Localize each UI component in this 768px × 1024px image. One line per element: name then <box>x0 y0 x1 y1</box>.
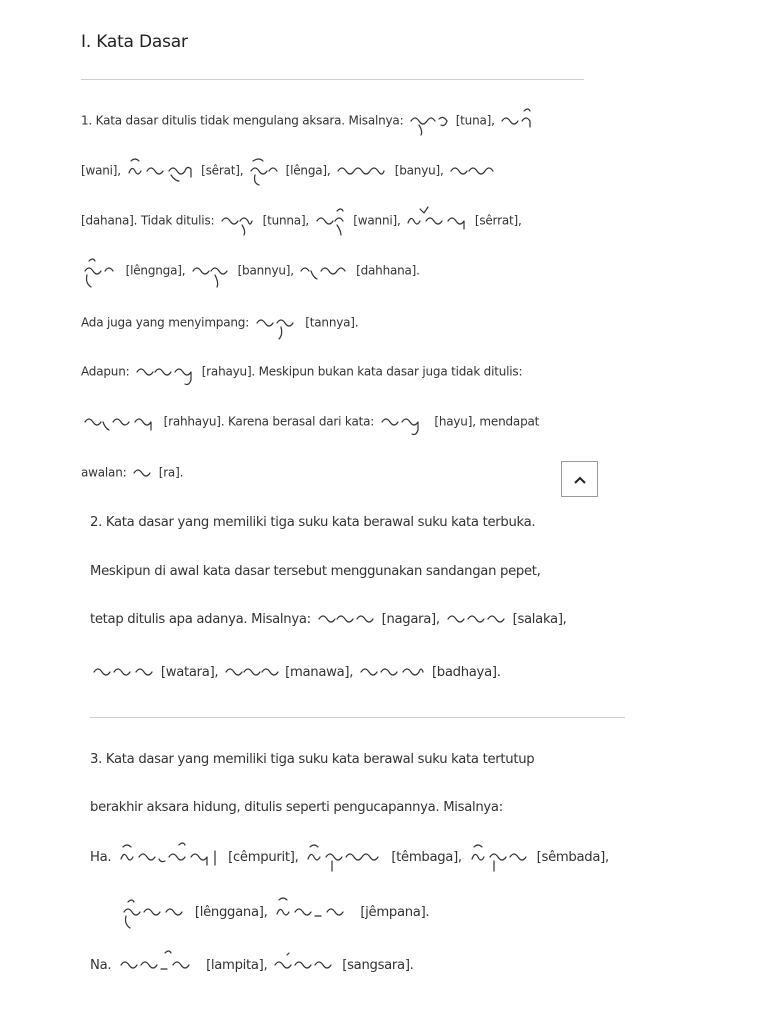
javanese-glyph <box>83 263 119 279</box>
javanese-glyph <box>273 904 353 920</box>
javanese-glyph <box>255 315 299 331</box>
text: [sêmbada], <box>536 850 609 865</box>
javanese-glyph <box>380 414 428 430</box>
text: [tannya]. <box>305 315 359 330</box>
p1-line-8 <box>81 465 183 481</box>
text: Ada juga yang menyimpang: <box>81 315 250 330</box>
p3-line-3 <box>90 849 609 865</box>
divider <box>81 79 584 80</box>
javanese-glyph <box>132 465 152 481</box>
text: [dahhana]. <box>356 263 420 278</box>
javanese-glyph <box>117 957 199 973</box>
javanese-glyph <box>446 611 506 627</box>
javanese-glyph <box>359 664 425 680</box>
p3-line-4 <box>120 904 429 920</box>
javanese-glyph <box>336 163 388 179</box>
text: [ra]. <box>158 465 184 480</box>
text: [lênggana], <box>194 905 268 920</box>
text: [banyu], <box>394 163 444 178</box>
text: [nagara], <box>381 612 440 627</box>
text: Ha. <box>90 850 112 865</box>
text: [salaka], <box>512 612 567 627</box>
javanese-glyph <box>117 849 221 865</box>
p1-line-3 <box>81 213 522 229</box>
javanese-glyph <box>449 163 497 179</box>
text: [têmbaga], <box>391 850 462 865</box>
p3-line-2: berakhir aksara hidung, ditulis seperti pengucapannya. Misalnya: <box>90 800 503 815</box>
text: [dahana]. Tidak ditulis: <box>81 213 215 228</box>
text: [wanni], <box>353 213 401 228</box>
scroll-to-top-button[interactable] <box>561 461 598 497</box>
javanese-glyph <box>83 414 157 430</box>
p1-line-5 <box>81 315 358 331</box>
p1-line-4 <box>81 263 420 279</box>
javanese-glyph <box>224 664 278 680</box>
text: [sêrrat], <box>474 213 522 228</box>
p3-line-1: 3. Kata dasar yang memiliki tiga suku kata berawal suku kata tertutup <box>90 752 535 767</box>
p2-line-3 <box>90 611 567 627</box>
text: [rahhayu]. Karena berasal dari kata: <box>163 414 375 429</box>
text: [sangsara]. <box>342 958 414 973</box>
text: [rahayu]. Meskipun bukan kata dasar juga tidak ditulis: <box>201 364 523 379</box>
text: [badhaya]. <box>431 665 501 680</box>
text: Adapun: <box>81 364 130 379</box>
javanese-glyph <box>273 957 335 973</box>
javanese-glyph <box>409 113 449 129</box>
javanese-glyph <box>317 611 375 627</box>
javanese-glyph <box>500 113 534 129</box>
p1-line-1 <box>81 113 537 129</box>
javanese-glyph <box>304 849 384 865</box>
text: [bannyu], <box>237 263 294 278</box>
javanese-glyph <box>468 849 530 865</box>
text: Na. <box>90 958 112 973</box>
text: awalan: <box>81 465 127 480</box>
text: [wani], <box>81 163 121 178</box>
text: tetap ditulis apa adanya. Misalnya: <box>90 612 311 627</box>
javanese-glyph <box>315 213 347 229</box>
text: [lênga], <box>285 163 331 178</box>
text: [tunna], <box>262 213 310 228</box>
p1-line-2 <box>81 163 500 179</box>
p1-line-7 <box>81 414 539 430</box>
javanese-glyph <box>191 263 231 279</box>
text: [watara], <box>160 665 219 680</box>
javanese-glyph <box>127 163 195 179</box>
text: [cêmpurit], <box>228 850 299 865</box>
javanese-glyph <box>135 364 195 380</box>
text: [manawa], <box>285 665 354 680</box>
p1-line-6 <box>81 364 522 380</box>
text: [sêrat], <box>201 163 244 178</box>
text: [lampita], <box>206 958 268 973</box>
javanese-glyph <box>122 904 188 920</box>
javanese-glyph <box>220 213 256 229</box>
javanese-glyph <box>249 163 279 179</box>
page-title: I. Kata Dasar <box>81 32 188 52</box>
text: [tuna], <box>455 113 495 128</box>
text: [hayu], mendapat <box>434 414 540 429</box>
javanese-glyph <box>299 263 349 279</box>
p2-line-1: 2. Kata dasar yang memiliki tiga suku kata berawal suku kata terbuka. <box>90 515 536 530</box>
p2-line-4 <box>90 664 501 680</box>
javanese-glyph <box>92 664 154 680</box>
p3-line-5 <box>90 957 414 973</box>
text: [lêngnga], <box>125 263 186 278</box>
javanese-glyph <box>406 213 468 229</box>
chevron-up-icon <box>574 476 586 484</box>
text: [jêmpana]. <box>360 905 430 920</box>
p2-line-2: Meskipun di awal kata dasar tersebut menggunakan sandangan pepet, <box>90 564 541 579</box>
divider <box>90 717 625 718</box>
text: 1. Kata dasar ditulis tidak mengulang aksara. Misalnya: <box>81 113 404 128</box>
